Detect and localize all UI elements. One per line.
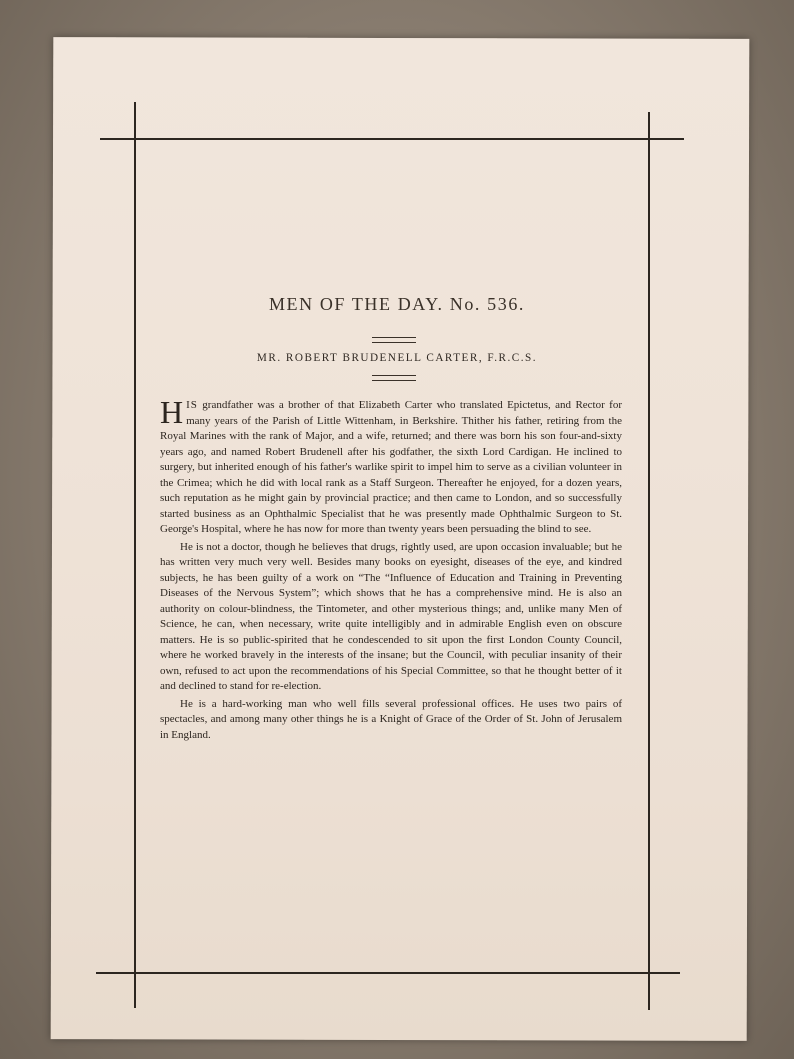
frame-top-rule — [100, 138, 684, 140]
page-title: MEN OF THE DAY. No. 536. — [268, 294, 526, 314]
article-body — [160, 394, 622, 745]
subtitle-divider — [372, 375, 416, 381]
frame-right-rule — [648, 112, 650, 1010]
frame-bottom-rule — [96, 972, 680, 974]
drop-cap: H — [160, 394, 184, 430]
article-subtitle: MR. ROBERT BRUDENELL CARTER, F.R.C.S. — [256, 352, 538, 364]
frame-left-rule — [134, 102, 136, 1008]
title-divider — [372, 337, 416, 343]
paragraph-3: He is a hard-working man who well fills several professional offices. He uses two pairs of spectacles, and among many other things he is a Knight of Grace of the Order of St. John of Jerusalem in England. — [160, 697, 622, 741]
paragraph-2: He is not a doctor, though he believes that drugs, rightly used, are upon occasion invaluable; but he has written very much very well. Besides many books on eyesight, diseases of the eye, and kindred subjects, he has been guilty of a work on “The “Influence of Education and Training in Preventing Diseases of the Nervous System”; which shows that he has a comprehensive mind. He is also an authority on colour-blindness, the Tintometer, and other mysterious things; and, unlike many Men of Science, he can, when necessary, write quite intelligibly and in admirable English even on obscure matters. He is so public-spirited that he condescended to sit upon the first London County Council, where he worked bravely in the interests of the insane; but the Council, with peculiar insanity of their own, refused to act upon the recommendations of his Special Committee, so that he thought better of it and declined to stand for re-election. — [160, 540, 622, 692]
paragraph-1-text: grandfather was a brother of that Elizabeth Carter who translated Epictetus, and Rector for many years of the Parish of Little Wittenham, in Berkshire. Thither his father, retiring from the Royal Marines with the rank of Major, and a wife, returned; and there was born his son four-and-sixty years ago, and named Robert Brudenell after his godfather, the sixth Lord Cardigan. He inclined to surgery, but inherited enough of his father's warlike spirit to impel him to serve as a civilian volunteer in the Crimea; which he did with local rank as a Staff Surgeon. Thereafter he enjoyed, for a dozen years, such reputation as he might gain by provincial practice; and then came to London, and so successfully started business as an Ophthalmic Specialist that he was presently made Ophthalmic Surgeon to St. George's Hospital, where he has now for more than twenty years been persuading the blind to see. — [160, 399, 622, 535]
paragraph-1 — [160, 394, 622, 538]
first-word-rest: IS — [186, 399, 198, 411]
